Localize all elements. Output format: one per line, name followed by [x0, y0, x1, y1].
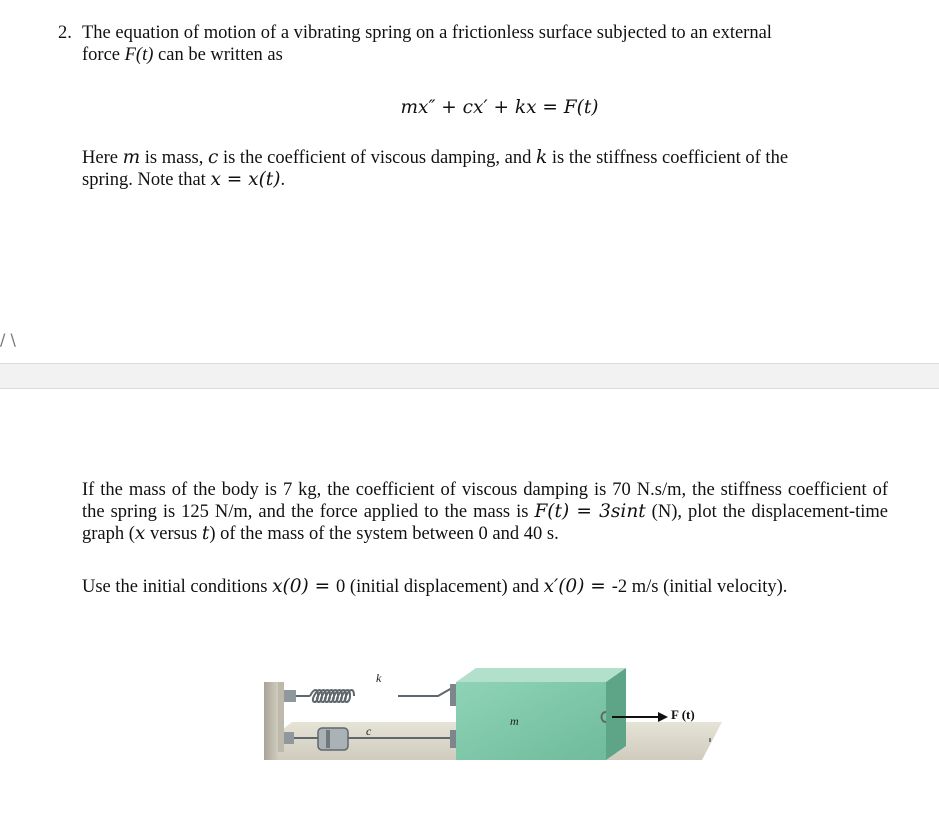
spring: [296, 688, 452, 702]
problem-text-3: versus: [145, 524, 202, 544]
force-arrow-head: [658, 712, 668, 722]
mass-block: [456, 668, 626, 760]
intro-line-2-a: force: [82, 45, 125, 65]
ic-text-1: Use the initial conditions: [82, 577, 273, 597]
margin-mark: / \: [0, 330, 16, 349]
def-damping-symbol: c: [207, 147, 219, 168]
ic-x0-value: 0: [336, 577, 346, 597]
damper-label: c: [366, 724, 372, 738]
force-label: F (t): [671, 707, 695, 722]
problem-t-symbol: t: [201, 523, 210, 544]
spring-mass-damper-figure: [262, 660, 732, 772]
mass-label: m: [510, 714, 519, 728]
spring-end-plate: [450, 684, 456, 706]
problem-text-4: ) of the mass of the system between 0 and 40 s.: [209, 524, 559, 544]
problem-text-1: If the mass of the body is 7 kg, the coefficient of viscous damping is 70 N.s/m, the stiffness coefficient of the spring is 125 N/m, and the force applied to the mass is: [82, 480, 888, 522]
def-mass-symbol: m: [122, 147, 141, 168]
wall-edge: [278, 682, 284, 752]
figure-illustration: [262, 660, 732, 772]
ic-x0-symbol: x(0) =: [272, 576, 337, 597]
equation-text: mx″ + cx′ + kx = F(t): [400, 97, 599, 118]
def-text-3: is the coefficient of viscous damping, and: [218, 148, 537, 168]
initial-conditions-paragraph: [82, 576, 902, 598]
intro-line-2-b: can be written as: [153, 45, 283, 65]
def-text-4: is the stiffness coefficient of the: [547, 148, 789, 168]
ic-v0-symbol: x′(0) =: [543, 576, 612, 597]
equation-of-motion: [0, 97, 939, 119]
ic-text-2: (initial displacement) and: [345, 577, 544, 597]
spring-label: k: [376, 671, 382, 685]
question-number: 2.: [58, 23, 72, 43]
def-x-equation: x = x(t): [210, 169, 281, 190]
def-text-5: spring. Note that: [82, 170, 211, 190]
def-stiffness-symbol: k: [536, 147, 548, 168]
force-expression: F(t) = 3sint: [534, 501, 646, 522]
intro-line-1: The equation of motion of a vibrating spring on a frictionless surface subjected to an external: [82, 23, 772, 43]
ic-text-3: (initial velocity).: [658, 577, 788, 597]
ic-v0-value: -2 m/s: [611, 577, 659, 597]
problem-text-2: (N), plot the displacement-time graph (: [82, 502, 888, 544]
spring-mount: [284, 690, 296, 702]
question-intro: [82, 22, 902, 66]
definitions-paragraph: [82, 147, 902, 191]
problem-x-symbol: x: [134, 523, 146, 544]
def-text-1: Here: [82, 148, 123, 168]
force-symbol: F(t): [124, 45, 154, 65]
wall: [264, 682, 278, 760]
problem-paragraph: [82, 479, 888, 545]
def-text-6: .: [280, 170, 286, 190]
def-text-2: is mass,: [140, 148, 208, 168]
section-divider: [0, 363, 939, 389]
